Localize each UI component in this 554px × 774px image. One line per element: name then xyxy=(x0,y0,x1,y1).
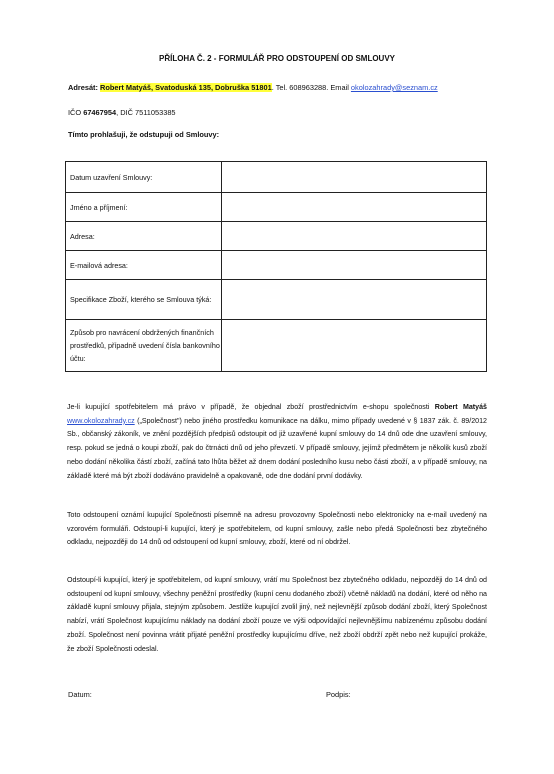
table-row xyxy=(66,193,487,222)
paragraph-rights-text: Je-li kupující spotřebitelem má právo v případě, že objednal zboží prostřednictvím e-shopu společnosti xyxy=(67,403,435,411)
form-label-name: Jméno a příjmení: xyxy=(66,193,222,222)
dic-value: , DIČ 7511053385 xyxy=(116,108,176,117)
form-label-address: Adresa: xyxy=(66,222,222,251)
addressee-name: Robert Matyáš, Svatoduská 135, Dobruška 51801 xyxy=(100,83,272,92)
form-field-goods[interactable] xyxy=(222,280,487,320)
paragraph-notice: Toto odstoupení oznámí kupující Společnosti písemně na adresu provozovny Společnosti nebo elektronicky na e-mail uvedený na vzorovém formuláři. Odstoupí-li kupující, který je spotřebitelem, od kupní smlouvy, zašle nebo předá Společnosti bez zbytečného odkladu, nejpozději do 14 dnů od odstoupení od kupní smlouvy, zboží, které od ní obdržel. xyxy=(67,511,487,547)
declaration: Tímto prohlašuji, že odstupuji od Smlouvy: xyxy=(68,130,220,139)
addressee-line xyxy=(68,83,438,92)
form-label-goods: Specifikace Zboží, kterého se Smlouva týká: xyxy=(66,280,222,320)
addressee-tel: . Tel. 608963288. Email xyxy=(271,83,351,92)
form-label-date: Datum uzavření Smlouvy: xyxy=(66,162,222,193)
ico-line xyxy=(68,108,176,117)
ico-label: IČO xyxy=(68,108,84,117)
addressee-email-link[interactable]: okolozahrady@seznam.cz xyxy=(350,83,438,92)
date-label: Datum: xyxy=(68,690,92,699)
form-field-name[interactable] xyxy=(222,193,487,222)
website-link[interactable]: www.okolozahrady.cz xyxy=(67,416,135,425)
company-name: Robert Matyáš xyxy=(434,403,487,411)
paragraph-refund: Odstoupí-li kupující, který je spotřebitelem, od kupní smlouvy, vrátí mu Společnost bez zbytečného odkladu, nejpozději do 14 dnů od odstoupení od kupní smlouvy, všechny peněžní prostředky (kupní cenu dodaného zboží) včetně nákladů na dodání, které od něho na základě kupní smlouvy přijala, stejným způsobem. Jestliže kupující zvolil jiný, než nejlevnější způsob dodání zboží, který Společnost nabízí, vrátí Společnost kupujícímu náklady na dodání zboží pouze ve výši odpovídající nejlevnějšímu nabízenému způsobu dodání zboží. Společnost není povinna vrátit přijaté peněžní prostředky kupujícímu dříve, než zboží obdrží zpět nebo než kupující prokáže, že zboží Společnosti odeslal. xyxy=(67,576,487,653)
form-field-refund[interactable] xyxy=(222,320,487,372)
table-row xyxy=(66,320,487,372)
table-row xyxy=(66,251,487,280)
paragraph-rights-text-2: („Společnost") nebo jiného prostředku komunikace na dálku, mimo případy uvedené v § 1837 zák. č. 89/2012 Sb., občanský zákoník, ve znění pozdějších předpisů odstoupit od již uzavřené kupní smlouvy do 14 dnů ode dne uzavření smlouvy, resp. pokud se jedná o koupi zboží, pak do čtrnácti dnů od jeho převzetí. V případě smlouvy, jejímž předmětem je několik kusů zboží nebo dodání několika částí zboží, začíná tato lhůta běžet až dnem dodání posledního kusu nebo části zboží, a v případě smlouvy, na základě které má být zboží dodáváno pravidelně a opakovaně, ode dne dodání první dodávky. xyxy=(67,416,487,480)
form-field-date[interactable] xyxy=(222,162,487,193)
signature-label: Podpis: xyxy=(326,690,351,699)
table-row xyxy=(66,222,487,251)
page-title: PŘÍLOHA Č. 2 - FORMULÁŘ PRO ODSTOUPENÍ OD SMLOUVY xyxy=(158,54,395,63)
table-row xyxy=(66,162,487,193)
addressee-label: Adresát: xyxy=(68,83,98,92)
withdrawal-form-table xyxy=(65,161,487,372)
form-field-address[interactable] xyxy=(222,222,487,251)
form-field-email[interactable] xyxy=(222,251,487,280)
paragraph-rights xyxy=(67,401,487,483)
ico-value: 67467954 xyxy=(83,108,117,117)
form-label-refund: Způsob pro navrácení obdržených finančních prostředků, případně uvedení čísla bankovního účtu: xyxy=(66,320,222,372)
table-row xyxy=(66,280,487,320)
form-label-email: E-mailová adresa: xyxy=(66,251,222,280)
